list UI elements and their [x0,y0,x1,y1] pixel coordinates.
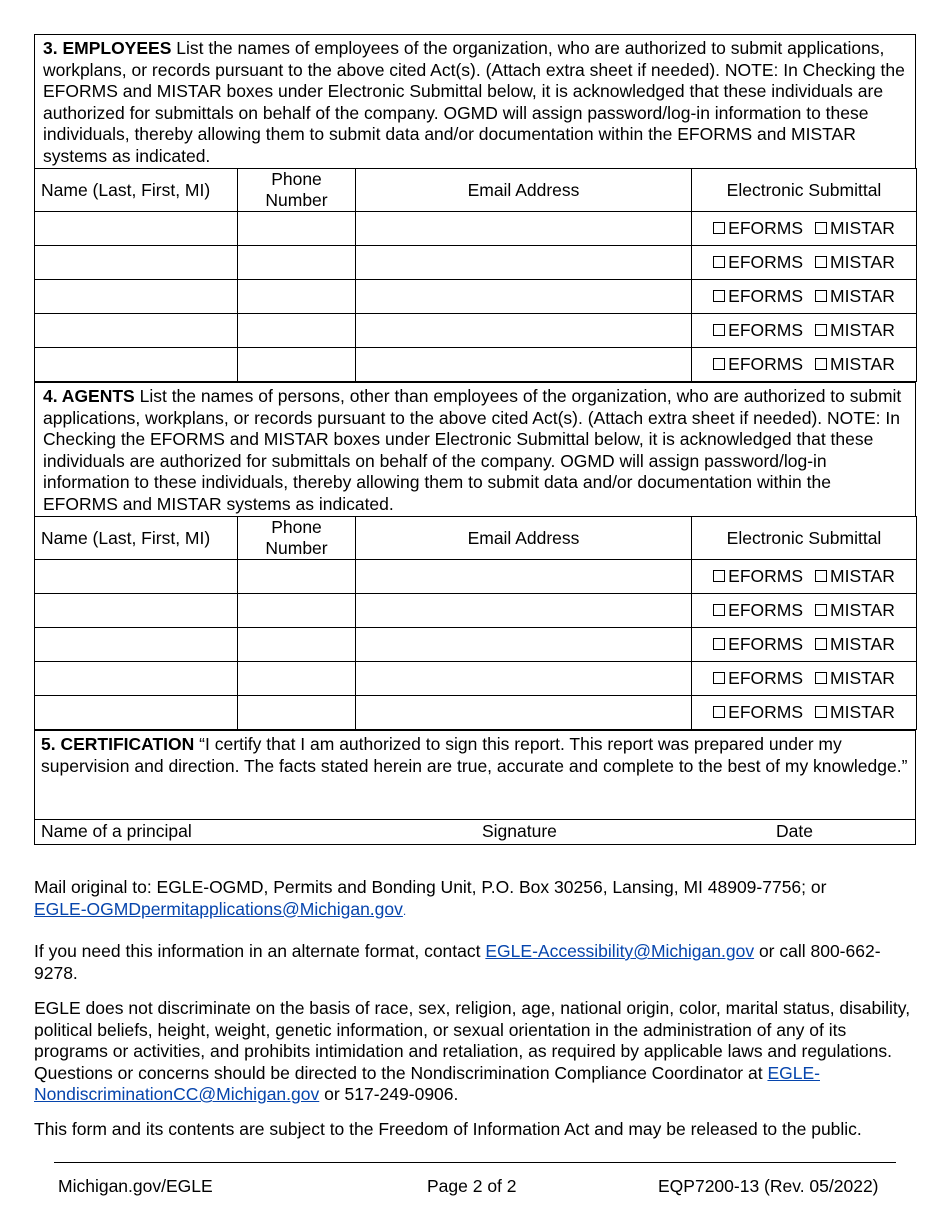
eforms-label: EFORMS [728,565,804,586]
phone-cell[interactable] [238,696,356,730]
employees-section [34,34,916,168]
checkbox-box[interactable] [713,706,725,718]
footer-page-number: Page 2 of 2 [427,1176,517,1196]
employees-table [34,168,917,382]
nondiscrimination-text: EGLE does not discriminate on the basis of race, sex, religion, age, national origin, color, marital status, disability, political beliefs, height, weight, genetic information, or sexual orientation in the administration of any of its programs or activities, and prohibits intimidation and retaliation, as required by applicable laws and regulations. Questions or concerns should be directed to the Nondiscrimination Compliance Coordinator at [34,998,911,1083]
certification-section [34,730,916,820]
email-cell[interactable] [356,246,692,280]
electronic-submittal-cell [692,560,917,594]
electronic-submittal-cell [692,696,917,730]
employees-heading: 3. EMPLOYEES [43,38,172,58]
email-cell[interactable] [356,594,692,628]
agents-heading: 4. AGENTS [43,386,135,406]
checkbox-box[interactable] [713,570,725,582]
phone-cell[interactable] [238,560,356,594]
eforms-checkbox[interactable] [713,354,803,375]
signature-label: Signature [482,821,557,841]
email-cell[interactable] [356,662,692,696]
checkbox-box[interactable] [815,222,827,234]
form-body [34,34,916,845]
foia-text: This form and its contents are subject to the Freedom of Information Act and may be released to the public. [34,1119,862,1139]
email-cell[interactable] [356,314,692,348]
col-phone: Phone Number [238,517,356,560]
checkbox-box[interactable] [713,358,725,370]
email-cell[interactable] [356,212,692,246]
checkbox-box[interactable] [815,256,827,268]
nondiscrimination-notice [34,998,914,1106]
electronic-submittal-cell [692,246,917,280]
checkbox-box[interactable] [713,324,725,336]
accessibility-notice [34,941,914,984]
col-email: Email Address [356,169,692,212]
eforms-checkbox[interactable] [713,600,803,621]
certification-signature-line [34,820,916,845]
mistar-checkbox[interactable] [815,252,895,273]
email-cell[interactable] [356,280,692,314]
checkbox-box[interactable] [713,604,725,616]
date-label: Date [776,821,813,841]
table-row [35,628,917,662]
eforms-checkbox[interactable] [713,286,803,307]
name-cell[interactable] [35,212,238,246]
name-cell[interactable] [35,280,238,314]
eforms-checkbox[interactable] [713,218,803,239]
eforms-label: EFORMS [728,701,804,722]
eforms-checkbox[interactable] [713,702,803,723]
certification-statement: “I certify that I am authorized to sign this report. This report was prepared under my supervision and direction. The facts stated herein are true, accurate and complete to the best of my knowledge.” [41,734,908,776]
mistar-checkbox[interactable] [815,566,895,587]
col-email: Email Address [356,517,692,560]
electronic-submittal-cell [692,662,917,696]
eforms-checkbox[interactable] [713,252,803,273]
mistar-label: MISTAR [830,353,895,374]
mail-text: Mail original to: EGLE-OGMD, Permits and Bonding Unit, P.O. Box 30256, Lansing, MI 48909-7756; or [34,877,827,897]
mistar-label: MISTAR [830,251,895,272]
col-electronic-submittal: Electronic Submittal [692,169,917,212]
eforms-checkbox[interactable] [713,566,803,587]
phone-cell[interactable] [238,628,356,662]
mistar-checkbox[interactable] [815,600,895,621]
phone-cell[interactable] [238,246,356,280]
mail-suffix: . [402,903,407,918]
mistar-label: MISTAR [830,701,895,722]
checkbox-box[interactable] [713,672,725,684]
email-cell[interactable] [356,696,692,730]
table-row [35,594,917,628]
nondiscrimination-suffix: or 517-249-0906. [319,1084,459,1104]
agents-section [34,382,916,516]
electronic-submittal-cell [692,212,917,246]
mistar-checkbox[interactable] [815,286,895,307]
footer-divider [54,1162,896,1163]
email-cell[interactable] [356,628,692,662]
eforms-label: EFORMS [728,667,804,688]
name-cell[interactable] [35,246,238,280]
mistar-label: MISTAR [830,633,895,654]
nondiscrimination-email-link[interactable]: EGLE-NondiscriminationCC@Michigan.gov [34,1062,820,1104]
accessibility-email-link[interactable]: EGLE-Accessibility@Michigan.gov [485,941,755,961]
phone-cell[interactable] [238,212,356,246]
phone-cell[interactable] [238,280,356,314]
name-cell[interactable] [35,594,238,628]
name-cell[interactable] [35,348,238,382]
mistar-label: MISTAR [830,285,895,306]
col-name: Name (Last, First, MI) [35,517,238,560]
foia-notice [34,1119,914,1141]
name-cell[interactable] [35,560,238,594]
electronic-submittal-cell [692,348,917,382]
checkbox-box[interactable] [713,256,725,268]
checkbox-box[interactable] [815,290,827,302]
checkbox-box[interactable] [815,638,827,650]
checkbox-box[interactable] [815,604,827,616]
name-cell[interactable] [35,696,238,730]
mistar-checkbox[interactable] [815,668,895,689]
electronic-submittal-cell [692,280,917,314]
eforms-label: EFORMS [728,217,804,238]
agents-table [34,516,917,730]
employees-instructions: List the names of employees of the organization, who are authorized to submit applications, workplans, or records pursuant to the above cited Act(s). (Attach extra sheet if needed). NOTE: In Checking the EFORMS and MISTAR boxes under Electronic Submittal below, it is acknowledged that these individuals are authorized for submittals on behalf of the company. OGMD will assign password/log-in information to these individuals, thereby allowing them to submit data and/or documentation within the EFORMS and MISTAR systems as indicated. [43,38,905,166]
accessibility-suffix: or call 800-662-9278. [34,941,881,983]
phone-cell[interactable] [238,314,356,348]
eforms-checkbox[interactable] [713,320,803,341]
name-cell[interactable] [35,628,238,662]
name-cell[interactable] [35,662,238,696]
mistar-label: MISTAR [830,565,895,586]
electronic-submittal-cell [692,594,917,628]
checkbox-box[interactable] [815,358,827,370]
mistar-label: MISTAR [830,217,895,238]
phone-cell[interactable] [238,662,356,696]
email-cell[interactable] [356,560,692,594]
electronic-submittal-cell [692,628,917,662]
eforms-label: EFORMS [728,251,804,272]
checkbox-box[interactable] [713,638,725,650]
eforms-label: EFORMS [728,285,804,306]
mistar-label: MISTAR [830,599,895,620]
checkbox-box[interactable] [815,672,827,684]
col-phone: Phone Number [238,169,356,212]
checkbox-box[interactable] [713,222,725,234]
phone-cell[interactable] [238,594,356,628]
agents-instructions: List the names of persons, other than employees of the organization, who are authorized to submit applications, workplans, or records pursuant to the above cited Act(s). (Attach extra sheet if needed). NOTE: In Checking the EFORMS and MISTAR boxes under Electronic Submittal below, it is acknowledged that these individuals are authorized for submittals on behalf of the company. OGMD will assign password/log-in information to these individuals, thereby allowing them to submit data and/or documentation within the EFORMS and MISTAR systems as indicated. [43,386,902,514]
mistar-label: MISTAR [830,319,895,340]
eforms-checkbox[interactable] [713,668,803,689]
table-row [35,560,917,594]
table-row [35,280,917,314]
footer-website: Michigan.gov/EGLE [58,1176,213,1196]
table-row [35,246,917,280]
checkbox-box[interactable] [815,570,827,582]
checkbox-box[interactable] [815,324,827,336]
eforms-label: EFORMS [728,633,804,654]
name-cell[interactable] [35,314,238,348]
table-row [35,212,917,246]
phone-cell[interactable] [238,348,356,382]
permit-applications-email-link[interactable]: EGLE-OGMDpermitapplications@Michigan.gov [34,898,403,919]
mistar-checkbox[interactable] [815,354,895,375]
email-cell[interactable] [356,348,692,382]
eforms-label: EFORMS [728,599,804,620]
eforms-checkbox[interactable] [713,634,803,655]
table-row [35,662,917,696]
electronic-submittal-cell [692,314,917,348]
mistar-checkbox[interactable] [815,218,895,239]
eforms-label: EFORMS [728,319,804,340]
col-electronic-submittal: Electronic Submittal [692,517,917,560]
accessibility-prefix: If you need this information in an alternate format, contact [34,941,486,961]
mistar-checkbox[interactable] [815,702,895,723]
col-name: Name (Last, First, MI) [35,169,238,212]
eforms-label: EFORMS [728,353,804,374]
footer-form-number: EQP7200-13 (Rev. 05/2022) [658,1176,879,1196]
mistar-checkbox[interactable] [815,634,895,655]
checkbox-box[interactable] [713,290,725,302]
mistar-checkbox[interactable] [815,320,895,341]
checkbox-box[interactable] [815,706,827,718]
table-row [35,314,917,348]
certification-heading: 5. CERTIFICATION [41,734,195,754]
mail-instructions [34,877,914,922]
table-row [35,696,917,730]
table-row [35,348,917,382]
principal-name-label: Name of a principal [41,821,192,841]
mistar-label: MISTAR [830,667,895,688]
